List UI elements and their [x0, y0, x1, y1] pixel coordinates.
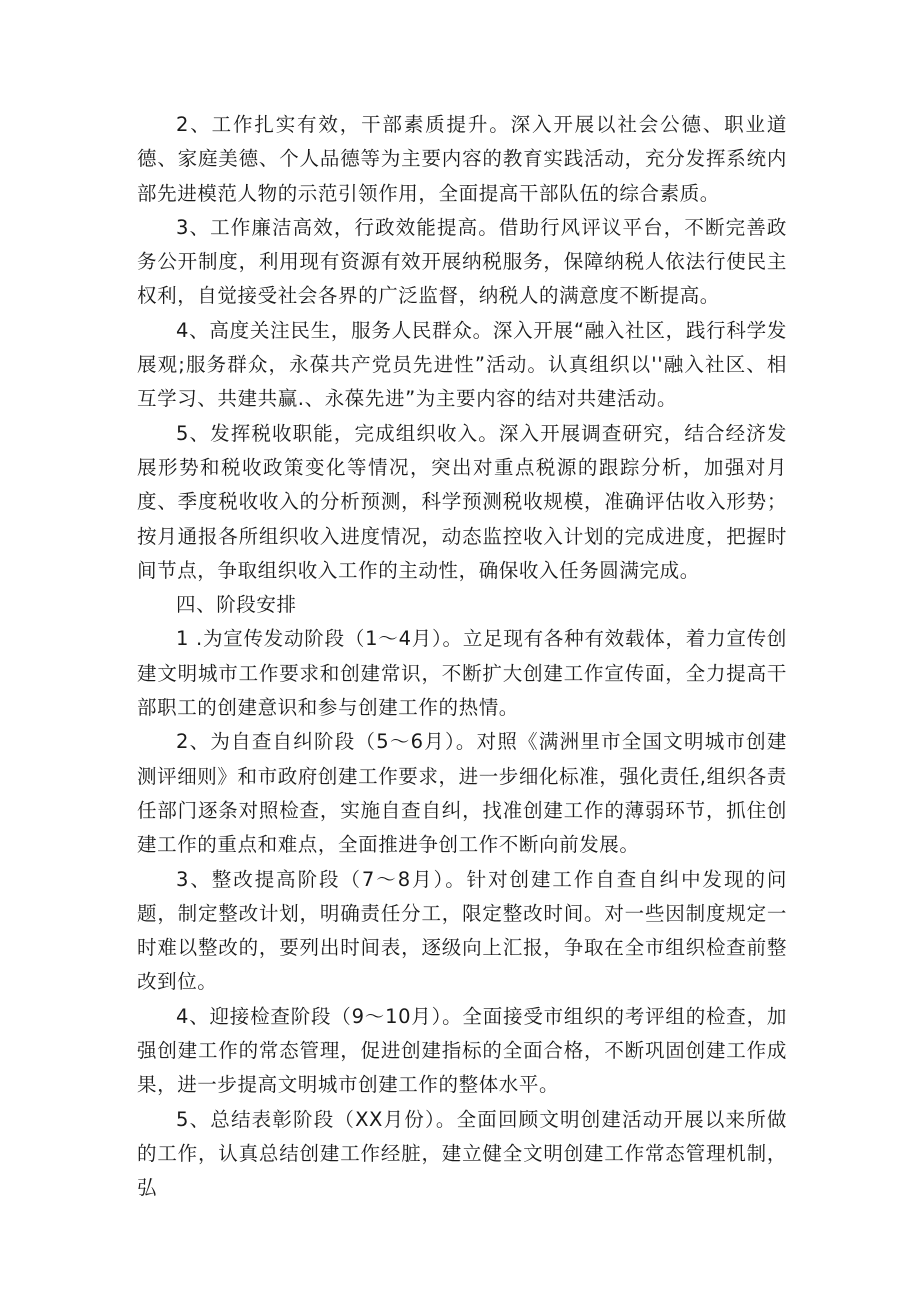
stage-summary: 5、总结表彰阶段（XX月份）。全面回顾文明创建活动开展以来所做的工作，认真总结创建工作经脏，建立健全文明创建工作常态管理机制，弘	[137, 1107, 787, 1200]
paragraph-serve-people: 4、高度关注民生，服务人民群众。深入开展“融入社区，践行科学发展观;服务群众，永葆共产党员先进性”活动。认真组织以''融入社区、相互学习、共建共赢.、永葆先进”为主要内容的结对共建活动。	[137, 318, 787, 411]
paragraph-tax-revenue: 5、发挥税收职能，完成组织收入。深入开展调查研究，结合经济发展形势和税收政策变化等情况，突出对重点税源的跟踪分析，加强对月度、季度税收收入的分析预测，科学预测税收规模，准确评估收入形势；按月通报各所组织收入进度情况，动态监控收入计划的完成进度，把握时间节点，争取组织收入工作的主动性，确保收入任务圆满完成。	[137, 421, 787, 582]
paragraph-cadre-quality: 2、工作扎实有效，干部素质提升。深入开展以社会公德、职业道德、家庭美德、个人品德等为主要内容的教育实践活动，充分发挥系统内部先进模范人物的示范引领作用，全面提高干部队伍的综合素质。	[137, 113, 787, 205]
stage-self-inspection: 2、为自查自纠阶段（5～6月）。对照《满洲里市全国文明城市创建测评细则》和市政府创建工作要求，进一步细化标准，强化责任,组织各责任部门逐条对照检查，实施自查自纠，找准创建工作的薄弱环节，抓住创建工作的重点和难点，全面推进争创工作不断向前发展。	[137, 730, 787, 857]
stage-rectification: 3、整改提高阶段（7～8月）。针对创建工作自查自纠中发现的问题，制定整改计划，明确责任分工，限定整改时间。对一些因制度规定一时难以整改的，要列出时间表，逐级向上汇报，争取在全市组织检查前整改到位。	[137, 867, 787, 994]
stage-inspection: 4、迎接检查阶段（9～10月）。全面接受市组织的考评组的检查，加强创建工作的常态管理，促进创建指标的全面合格，不断巩固创建工作成果，进一步提高文明城市创建工作的整体水平。	[137, 1004, 787, 1097]
paragraph-administrative-efficiency: 3、工作廉洁高效，行政效能提高。借助行风评议平台，不断完善政务公开制度，利用现有资源有效开展纳税服务，保障纳税人依法行使民主权利，自觉接受社会各界的广泛监督，纳税人的满意度不断提高。	[137, 215, 787, 308]
document-body	[137, 108, 787, 1206]
section-heading-stages: 四、阶段安排	[176, 593, 297, 617]
stage-publicity: 1 .为宣传发动阶段（1～4月）。立足现有各种有效载体，着力宣传创建文明城市工作要求和创建常识，不断扩大创建工作宣传面，全力提高干部职工的创建意识和参与创建工作的热情。	[137, 627, 787, 720]
